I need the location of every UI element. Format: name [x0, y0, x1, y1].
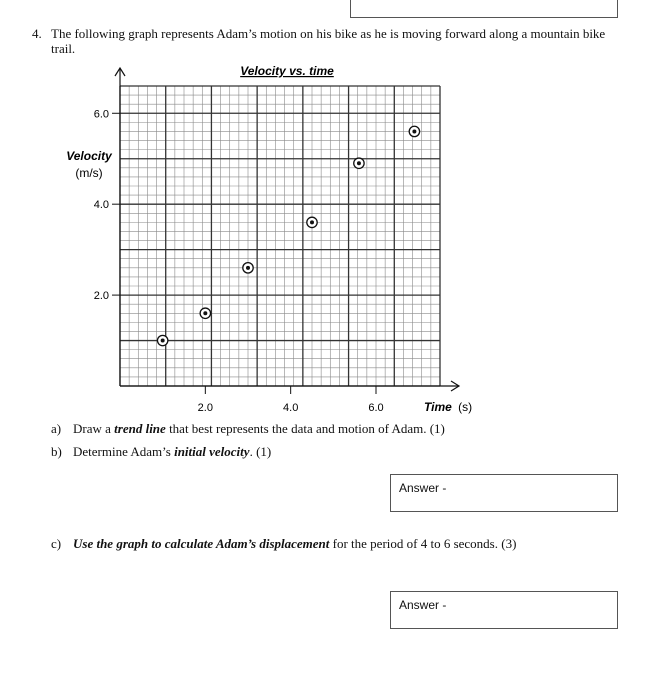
chart-title: Velocity vs. time: [240, 64, 334, 78]
part-a-label: a): [51, 421, 62, 436]
data-point: [307, 217, 317, 227]
x-axis-label: Time: [424, 400, 452, 414]
part-b-answer-label: Answer -: [399, 481, 447, 495]
part-a-emphasis: trend line: [114, 421, 166, 436]
y-tick-label: 2.0: [93, 290, 109, 303]
part-c-answer-box[interactable]: [390, 591, 618, 629]
x-tick-label: 4.0: [283, 402, 299, 414]
question-number: 4.: [32, 26, 42, 41]
part-b-emphasis: initial velocity: [174, 444, 250, 459]
part-c-label: c): [51, 536, 62, 551]
data-point: [409, 126, 419, 136]
data-point-dot: [161, 339, 165, 343]
data-point: [200, 308, 210, 318]
part-c-text-end: for the period of 4 to 6 seconds. (3): [329, 536, 517, 551]
data-point: [243, 263, 253, 273]
part-b-text-start: Determine Adam’s: [73, 444, 175, 459]
part-b: [51, 444, 271, 460]
y-tick-label: 6.0: [93, 108, 109, 121]
question-text: The following graph represents Adam’s motion on his bike as he is moving forward along a mountain bike trail.: [51, 26, 606, 56]
data-point: [157, 335, 167, 345]
part-b-text-end: . (1): [249, 444, 272, 459]
y-axis-unit: (m/s): [75, 166, 103, 180]
part-b-label: b): [51, 444, 62, 459]
x-tick-label: 2.0: [197, 402, 213, 414]
data-point-dot: [412, 129, 416, 133]
part-a-text-end: that best represents the data and motion of Adam. (1): [165, 421, 445, 436]
part-c-answer-label: Answer -: [399, 598, 447, 612]
x-tick-label: 6.0: [368, 402, 384, 414]
data-point-dot: [357, 161, 361, 165]
x-axis-unit: (s): [458, 400, 473, 414]
data-point-dot: [246, 266, 250, 270]
data-point-dot: [203, 311, 207, 315]
part-a-text-start: Draw a: [73, 421, 115, 436]
y-tick-label: 4.0: [93, 199, 109, 212]
part-b-answer-box[interactable]: [390, 474, 618, 512]
part-c-emphasis: Use the graph to calculate Adam’s displacement: [73, 536, 330, 551]
data-point: [354, 158, 364, 168]
svg-text:Time (s): [424, 400, 472, 414]
part-c: [51, 536, 516, 552]
y-axis-label: Velocity: [66, 149, 112, 163]
data-point-dot: [310, 220, 314, 224]
part-a: [51, 421, 445, 437]
